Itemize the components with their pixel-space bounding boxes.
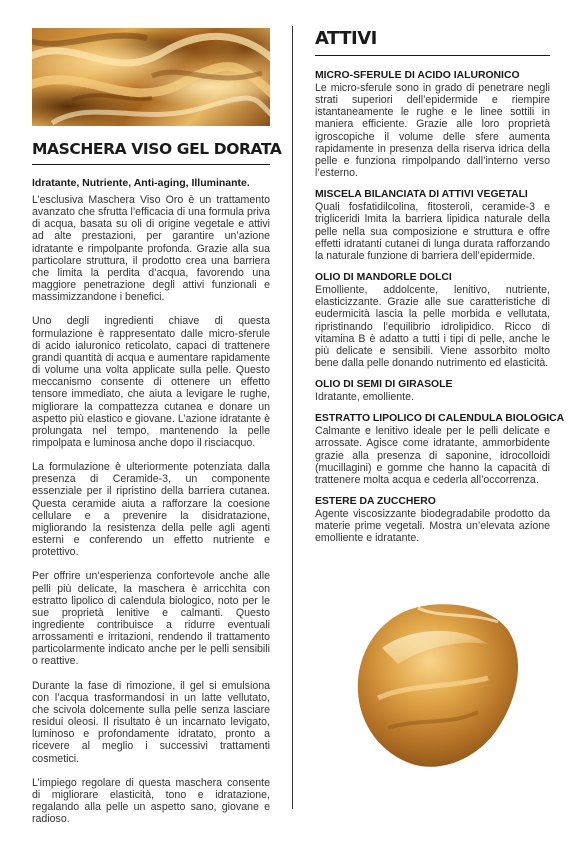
active-name: ESTERE DA ZUCCHERO [315,496,436,508]
active-description: Calmante e lenitivo ideale per le pelli delicate e arrossate. Agisce come idratante, ammorbidente grazie alla presenza di saponine, idrocolloidi (mucillagini) e gomme che hanno la capacità di trattenere molta acqua e cederla all’occorrenza. [315,425,550,486]
active-description: Idratante, emolliente. [315,391,414,404]
active-item [315,272,550,369]
active-description: Emolliente, addolcente, lenitivo, nutriente, elasticizzante. Grazie alle sue caratteristiche di eudermicità lascia la pelle morbida e vellutata, ripristinando l’equilibrio idrolipidico. Ricco di vitamina B è adatto a tutti i tipi di pelle, anche le più delicate e sensibili. Viene assorbito molto bene dalla pelle donando nutrimento ed elasticità. [315,284,550,369]
product-description [32,194,270,837]
description-paragraph: Per offrire un’esperienza confortevole anche alle pelli più delicate, la maschera è arricchita con estratto lipolico di calendula biologico, noto per le sue proprietà lenitive e calmanti. Questo ingrediente contribuisce a ridurre eventuali arrossamenti e irritazioni, rendendo il trattamento particolarmente indicato anche per le pelli sensibili o reattive. [32,570,270,668]
active-description: Le micro-sferule sono in grado di penetrare negli strati superiori dell’epidermide e riempire istantaneamente le rughe e le linee sottili in maniera efficiente. Grazie alle loro proprietà igroscopiche il volume delle sfere aumenta rapidamente in presenza della riserva idrica della pelle e funziona rimpolpando dall’interno verso l’esterno. [315,82,550,180]
active-item [315,413,565,486]
description-paragraph: Uno degli ingredienti chiave di questa formulazione è rappresentato dalle micro-sferule di acido ialuronico reticolato, capaci di trattenere grandi quantità di acqua e aumentare rapidamente di volume una volta applicate sulla pelle. Questo meccanismo consente di ottenere un effetto tensore immediato, che aiuta a levigare le rughe, migliorare la compattezza cutanea e donare un aspetto più elastico e giovane. L’azione idratante è prolungata nel tempo, mantenendo la pelle rimpolpata e luminosa anche dopo il risciacquo. [32,315,270,449]
description-paragraph: L’impiego regolare di questa maschera consente di migliorare elasticità, tono e idratazione, regalando alla pelle un aspetto sano, giovane e radioso. [32,776,270,826]
product-title: MASCHERA VISO GEL DORATA [32,140,282,158]
active-name: ESTRATTO LIPOLICO DI CALENDULA BIOLOGICA [315,413,565,425]
gold-gel-texture-image [32,28,270,126]
active-name: OLIO DI SEMI DI GIRASOLE [315,379,453,391]
gold-gel-swatch-image [348,588,524,778]
description-paragraph: L’esclusiva Maschera Viso Oro è un trattamento avanzato che sfrutta l’efficacia di una formula priva di acqua, basata su oli di origine vegetale e attivi ad alte prestazioni, per garantire un’azione idratante e rimpolpante profonda. Grazie alla sua particolare struttura, il prodotto crea una barriera che limita la perdita d’acqua, favorendo una maggiore penetrazione degli attivi funzionali e massimizzandone i benefici. [32,194,270,304]
title-divider [32,164,270,165]
active-name: MICRO-SFERULE DI ACIDO IALURONICO [315,70,520,81]
actives-title: ATTIVI [315,28,377,49]
active-description: Agente viscosizzante biodegradabile prodotto da materie prime vegetali. Mostra un’elevata azione emolliente e idratante. [315,508,550,545]
active-name: OLIO DI MANDORLE DOLCI [315,272,452,284]
product-subtitle: Idratante, Nutriente, Anti-aging, Illuminante. [32,177,250,189]
active-item [315,70,550,179]
description-paragraph: La formulazione è ulteriormente potenziata dalla presenza di Ceramide-3, un componente essenziale per il ripristino della barriera cutanea. Questa ceramide aiuta a rafforzare la coesione cellulare e a prevenire la disidratazione, migliorando la resistenza della pelle agli agenti esterni e conferendo un effetto nutriente e protettivo. [32,461,270,559]
actives-divider [315,55,550,56]
active-item [315,379,550,403]
column-divider [292,26,293,809]
active-description: Quali fosfatidilcolina, fitosteroli, ceramide-3 e trigliceridi lmita la barriera lipidica naturale della pelle nella sua composizione e struttura e offre effetti idratanti cutanei di lunga durata rafforzando la naturale funzione di barriera dell’epidermide. [315,201,550,262]
active-name: MISCELA BILANCIATA DI ATTIVI VEGETALI [315,189,528,201]
actives-list [315,70,565,555]
description-paragraph: Durante la fase di rimozione, il gel si emulsiona con l’acqua trasformandosi in un latte vellutato, che scivola dolcemente sulla pelle senza lasciare residui oleosi. Il risultato è un incarnato levigato, luminoso e profondamente idratato, pronto a ricevere al meglio i successivi trattamenti cosmetici. [32,679,270,765]
active-item [315,496,550,544]
active-item [315,189,550,262]
